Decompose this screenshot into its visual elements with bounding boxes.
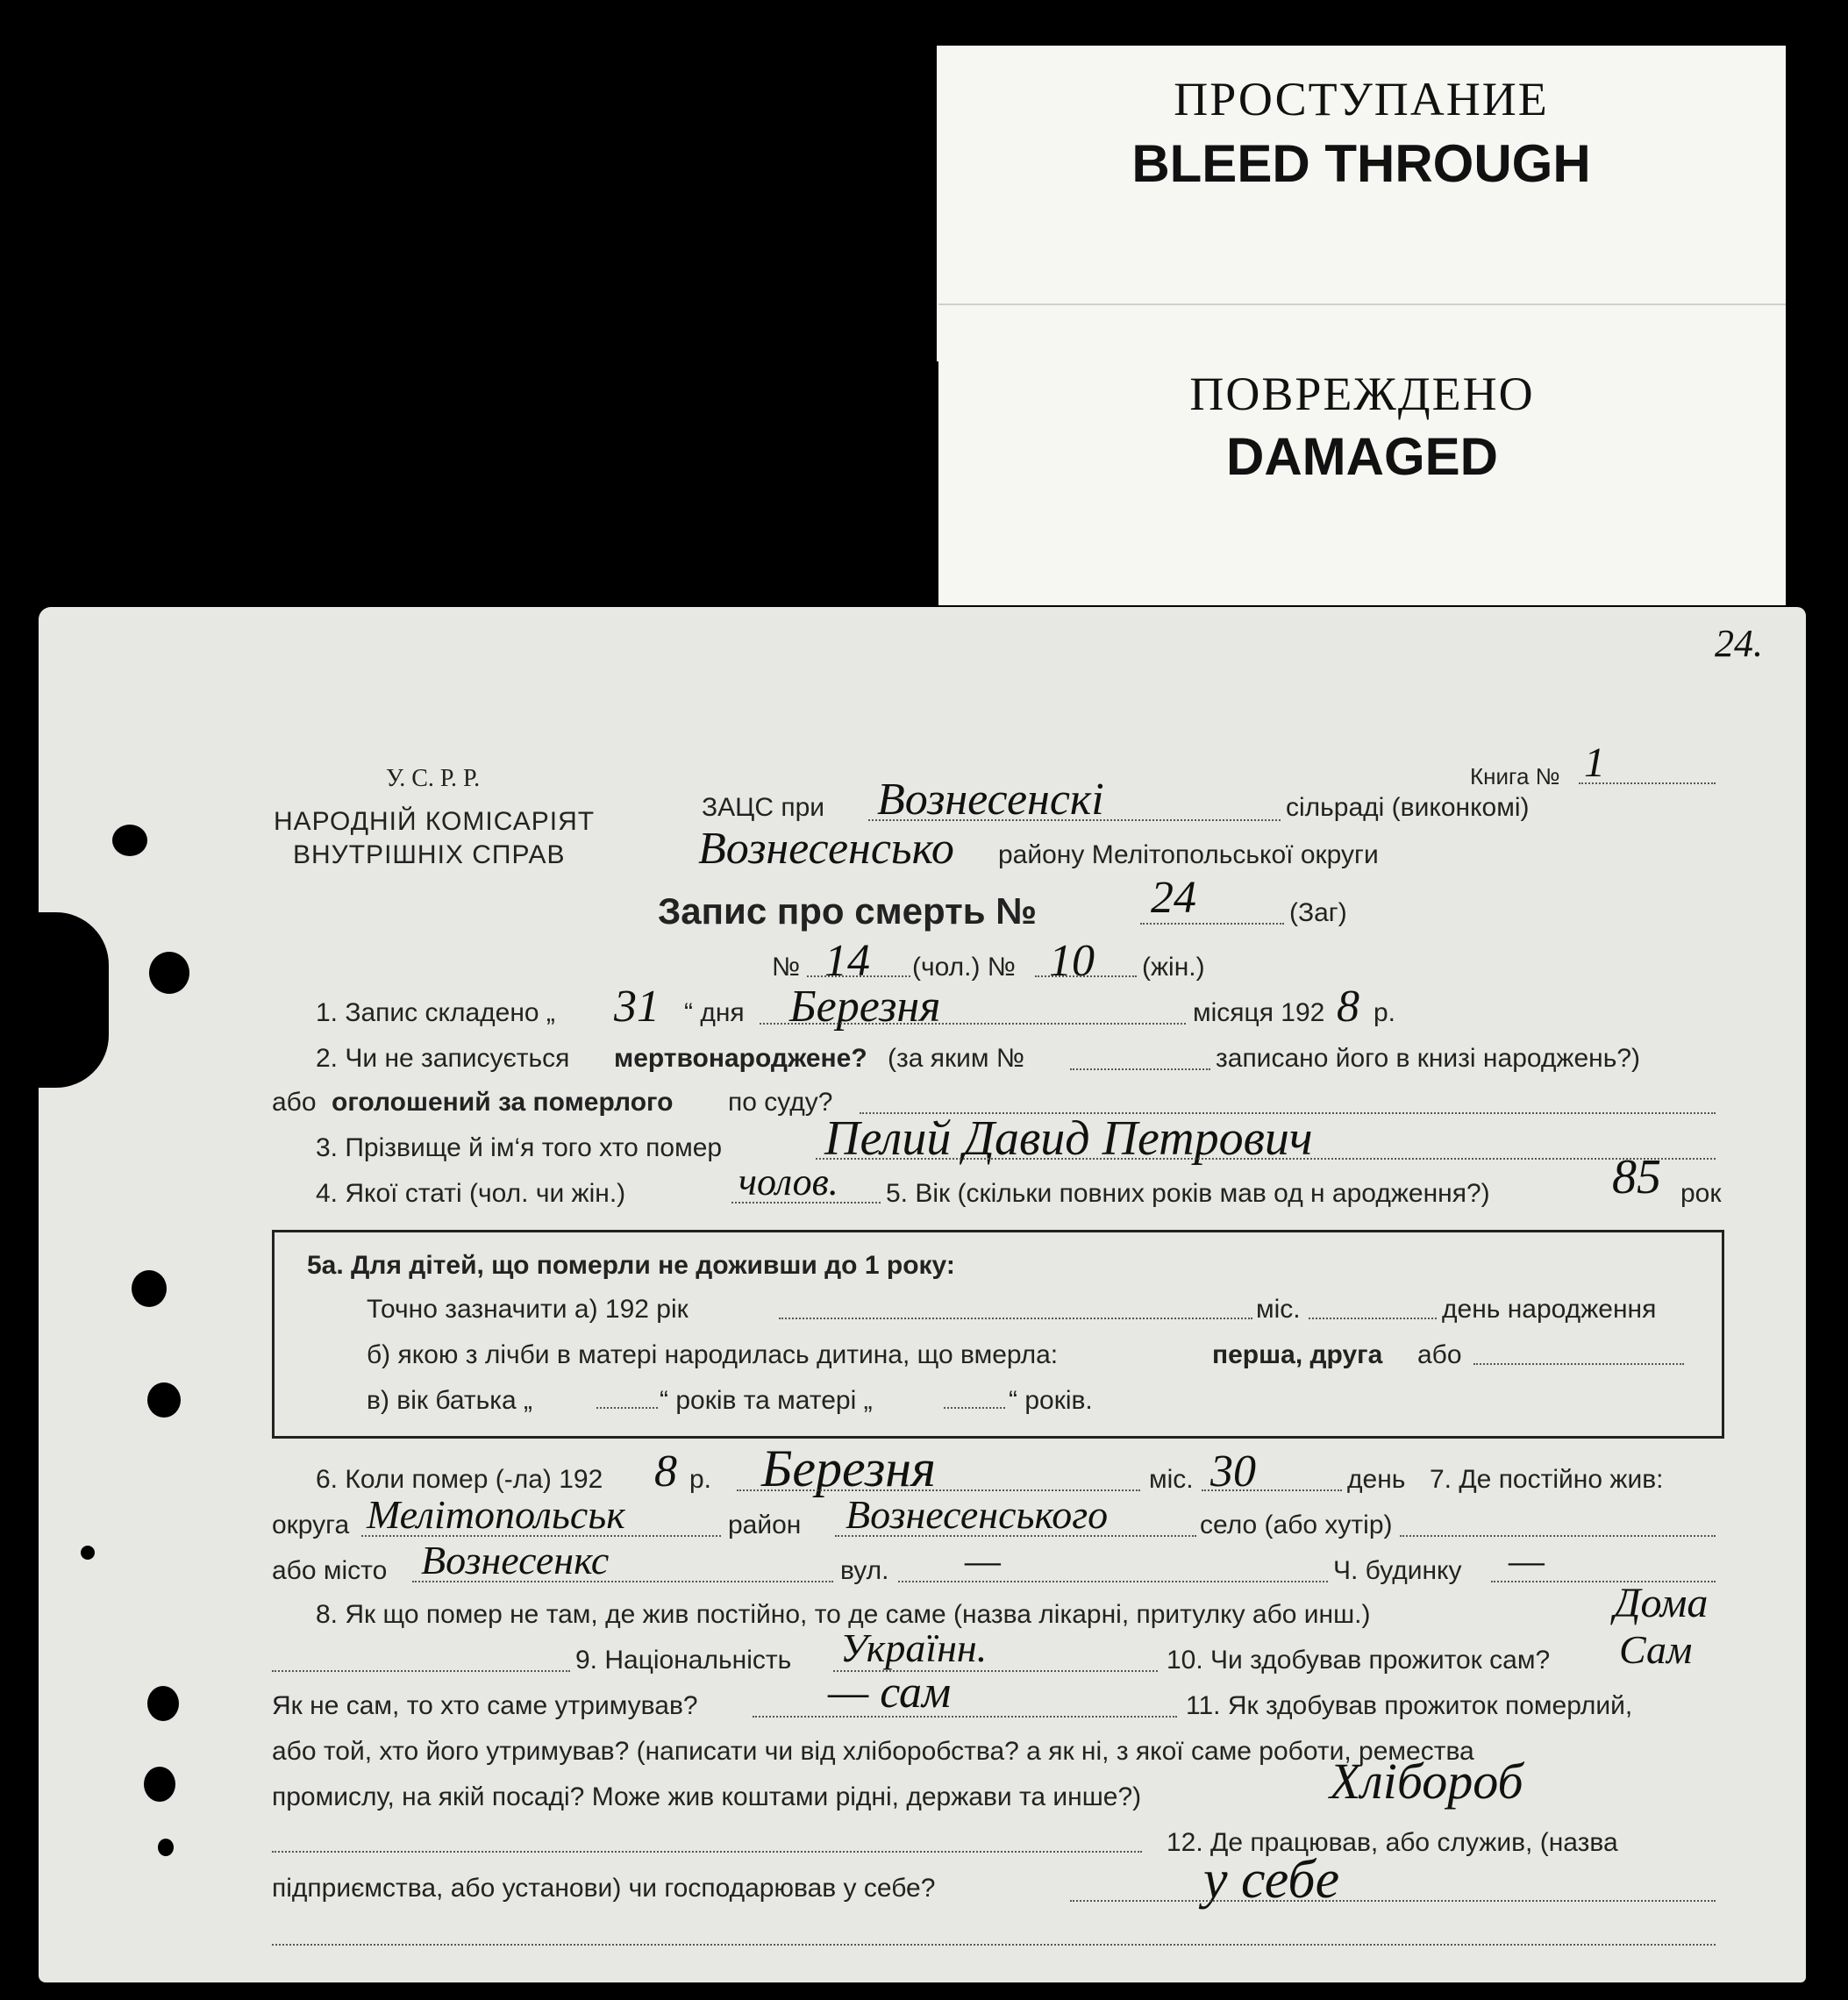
field-11-value: Хлібороб — [1330, 1753, 1523, 1810]
damaged-label-en: DAMAGED — [1226, 427, 1498, 486]
box-5a-line-3-dots-2 — [944, 1407, 1005, 1409]
field-7a-line — [361, 1535, 721, 1537]
zags-line — [868, 819, 1281, 821]
zags-label: ЗАЦС при — [702, 793, 825, 822]
box-5a-line-2-bold: перша, друга — [1212, 1340, 1383, 1369]
box-5a-line-1-dots — [779, 1318, 1252, 1319]
box-5a-title: 5а. Для дітей, що померли не доживши до 1 року: — [307, 1251, 955, 1280]
field-1-month-line — [760, 1023, 1186, 1025]
field-1-month: Березня — [789, 982, 941, 1032]
field-7b-house: Ч. будинку — [1333, 1556, 1462, 1585]
punch-hole — [132, 1270, 167, 1307]
field-12-label: 12. Де працював, або служив, (назва — [1167, 1828, 1618, 1857]
field-2-bold: мертвонароджене? — [614, 1044, 867, 1073]
field-10-value: Сам — [1619, 1627, 1693, 1672]
punch-hole — [147, 1382, 181, 1418]
field-12-line-2: підприємства, або установи) чи господарював у себе? — [272, 1874, 936, 1903]
book-line — [1579, 782, 1716, 784]
field-7a-end: село (або хутір) — [1200, 1511, 1393, 1539]
punch-hole — [144, 1767, 175, 1802]
record-male-label: (чол.) № — [912, 953, 1016, 982]
field-2-line — [1070, 1068, 1210, 1070]
box-5a-line-2-dots — [1473, 1363, 1684, 1365]
record-title: Запис про смерть № — [658, 890, 1037, 932]
field-7a-rayon: район — [728, 1511, 802, 1539]
field-2-end: записано його в книзі народжень?) — [1216, 1044, 1641, 1073]
field-12-value: у себе — [1203, 1850, 1340, 1910]
damaged-label-ru: ПОВРЕЖДЕНО — [1189, 368, 1535, 420]
torn-edge — [39, 912, 109, 1088]
field-8-label: 8. Як що помер не там, де жив постійно, то де саме (назва лікарні, притулку або инш.) — [316, 1600, 1371, 1629]
box-5a-line-1: Точно зазначити а) 192 рік — [367, 1295, 689, 1324]
field-1-suffix: місяця 192 — [1193, 998, 1325, 1027]
record-number-line — [1140, 923, 1284, 925]
field-5-end: рок — [1680, 1179, 1722, 1208]
field-4-label: 4. Якої статі (чол. чи жін.) — [316, 1179, 626, 1208]
field-6-den: день — [1347, 1465, 1406, 1494]
field-1-label: 1. Запис складено „ — [316, 998, 555, 1027]
field-8-value: Дома — [1614, 1580, 1709, 1626]
field-3-line — [816, 1158, 1716, 1160]
field-1-day: 31 — [614, 982, 660, 1032]
page-number: 24. — [1715, 622, 1763, 665]
damaged-notice — [938, 304, 1786, 605]
book-label: Книга № — [1470, 763, 1560, 789]
field-6-month-line — [737, 1489, 1140, 1491]
field-6-year: 8 — [654, 1446, 677, 1496]
field-10b-value: — сам — [828, 1668, 952, 1718]
punch-hole — [81, 1546, 95, 1560]
punch-hole — [112, 825, 147, 856]
field-12-line-2-dots — [272, 1944, 1716, 1946]
field-7a-label: округа — [272, 1511, 350, 1539]
field-4-line — [731, 1202, 881, 1204]
box-5a-line-2-pre: б) якою з лічби в матері народилась дитина, що вмерла: — [367, 1340, 1059, 1369]
record-no-label: № — [772, 953, 801, 982]
field-2b-end: по суду? — [728, 1088, 833, 1117]
field-7-label: 7. Де постійно жив: — [1430, 1465, 1664, 1494]
female-no-line — [1035, 975, 1137, 977]
box-5a-line-1-mis: міс. — [1256, 1295, 1301, 1324]
field-3-value: Пелий Давид Петрович — [824, 1111, 1313, 1166]
record-zag: (Заг) — [1289, 898, 1347, 927]
district-value: Вознесенсько — [698, 824, 954, 874]
field-11-line — [272, 1851, 1142, 1853]
field-6-label: 6. Коли помер (-ла) 192 — [316, 1465, 603, 1494]
field-7b-house-value: — — [1509, 1538, 1545, 1582]
field-10-label: 10. Чи здобував прожиток сам? — [1167, 1646, 1551, 1675]
field-12-line — [1070, 1900, 1716, 1902]
field-7b-label: або місто — [272, 1556, 388, 1585]
district-suffix: району Мелітопольської округи — [998, 840, 1379, 869]
punch-hole — [147, 1686, 179, 1721]
bleed-through-label-en: BLEED THROUGH — [1131, 134, 1591, 193]
field-8-line — [272, 1670, 570, 1672]
box-5a-line-1-dots-2 — [1309, 1318, 1437, 1319]
field-9-label: 9. Національність — [575, 1646, 792, 1675]
box-5a-line-3-mid: “ років та матері „ — [660, 1386, 873, 1415]
field-7a-end-line — [1400, 1535, 1716, 1537]
punch-hole — [158, 1839, 174, 1856]
record-number: 24 — [1151, 873, 1196, 923]
field-6-day-line — [1202, 1489, 1342, 1491]
zags-value: Вознесенскі — [877, 775, 1104, 825]
field-7b-line — [412, 1581, 833, 1582]
box-5a-line-1-end: день народження — [1442, 1295, 1657, 1324]
field-6-mis: міс. — [1149, 1465, 1194, 1494]
record-female-label: (жін.) — [1142, 953, 1205, 982]
record-female-no: 10 — [1049, 936, 1095, 986]
field-4-value: чолов. — [738, 1161, 838, 1204]
field-6-r: р. — [689, 1465, 712, 1494]
field-7b-value: Вознесенкс — [421, 1538, 610, 1582]
field-10b-label: Як не сам, то хто саме утримував? — [272, 1691, 698, 1720]
field-7a-value: Мелітопольськ — [367, 1492, 625, 1537]
field-7b-street-line — [898, 1581, 1328, 1582]
field-2-mid: (за яким № — [888, 1044, 1025, 1073]
commissariat-line-2: ВНУТРІШНІХ СПРАВ — [293, 840, 566, 869]
field-7a-rayon-value: Вознесенського — [846, 1492, 1109, 1537]
zags-suffix: сільраді (виконкомі) — [1286, 793, 1530, 822]
field-2b-pre: або — [272, 1088, 317, 1117]
male-no-line — [807, 975, 910, 977]
field-6-day: 30 — [1210, 1446, 1256, 1496]
box-5a-line-3-pre: в) вік батька „ — [367, 1386, 533, 1415]
field-1-mid: “ дня — [684, 998, 745, 1027]
box-5a-line-3-dots — [596, 1407, 658, 1409]
field-6-month: Березня — [761, 1439, 936, 1497]
record-male-no: 14 — [824, 936, 870, 986]
field-2-label: 2. Чи не записується — [316, 1044, 570, 1073]
bleed-through-label-ru: ПРОСТУПАНИЕ — [1174, 73, 1549, 125]
commissariat-line-1: НАРОДНІЙ КОМІСАРІЯТ — [274, 807, 596, 836]
field-7b-street: вул. — [840, 1556, 889, 1585]
field-11-label: 11. Як здобував прожиток померлий, — [1186, 1691, 1633, 1720]
box-5a-line-2-end: або — [1417, 1340, 1462, 1369]
ussr-label: У. С. Р. Р. — [386, 765, 481, 792]
field-2b-bold: оголошений за померлого — [332, 1088, 674, 1117]
field-1-year: 8 — [1337, 982, 1359, 1032]
field-5-label: 5. Вік (скільки повних років мав од н ародження?) — [886, 1179, 1490, 1208]
field-7b-street-value: — — [965, 1538, 1001, 1582]
field-11-line-2: або той, хто його утримував? (написати чи від хліборобства? а як ні, з якої саме роботи, ремества — [272, 1737, 1474, 1766]
book-value: 1 — [1584, 739, 1605, 786]
punch-hole — [149, 952, 189, 994]
field-1-end: р. — [1374, 998, 1396, 1027]
field-7a-rayon-line — [835, 1535, 1196, 1537]
field-3-label: 3. Прізвище й ім‘я того хто помер — [316, 1133, 723, 1162]
box-5a-line-3-end: “ років. — [1009, 1386, 1093, 1415]
field-11-line-3: промислу, на якій посаді? Може жив коштами рідні, держави та инше?) — [272, 1782, 1142, 1811]
field-10b-line — [753, 1716, 1177, 1718]
field-9-value: Українн. — [840, 1625, 988, 1670]
field-5-value: 85 — [1612, 1150, 1661, 1204]
